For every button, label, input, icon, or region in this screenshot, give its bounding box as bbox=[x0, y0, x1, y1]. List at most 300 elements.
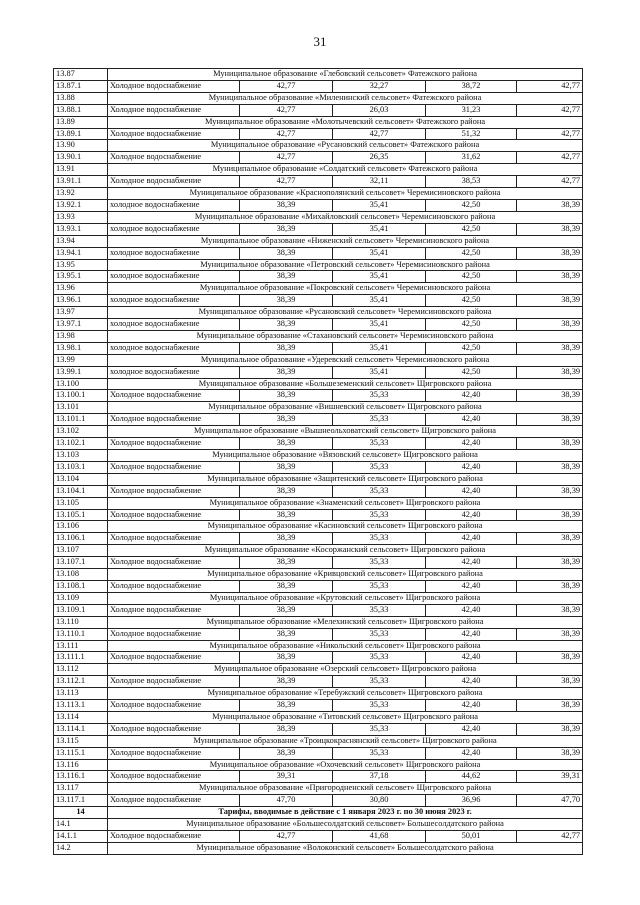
row-code: 13.90.1 bbox=[54, 152, 108, 164]
tariff-value-4: 47,70 bbox=[517, 795, 583, 807]
municipality-row bbox=[54, 211, 583, 223]
row-code: 13.91 bbox=[54, 164, 108, 176]
tariff-value-2: 35,41 bbox=[333, 223, 426, 235]
municipality-title: Муниципальное образование «Кривцовский сельсовет» Щигровского района bbox=[108, 569, 583, 581]
tariff-row bbox=[54, 831, 583, 843]
tariff-value-1: 39,31 bbox=[240, 771, 333, 783]
tariff-value-4: 38,39 bbox=[517, 199, 583, 211]
tariff-value-3: 42,40 bbox=[426, 390, 517, 402]
tariff-value-1: 38,39 bbox=[240, 223, 333, 235]
tariff-value-4: 38,39 bbox=[517, 438, 583, 450]
municipality-title: Муниципальное образование «Большеземенский сельсовет» Щигровского района bbox=[108, 378, 583, 390]
municipality-title: Муниципальное образование «Глебовский сельсовет» Фатежского района bbox=[108, 69, 583, 81]
tariff-value-4: 38,39 bbox=[517, 557, 583, 569]
tariff-value-4: 38,39 bbox=[517, 723, 583, 735]
tariff-value-4: 38,39 bbox=[517, 580, 583, 592]
municipality-title: Муниципальное образование «Титовский сельсовет» Щигровского района bbox=[108, 711, 583, 723]
row-code: 13.101.1 bbox=[54, 414, 108, 426]
tariff-value-4: 42,77 bbox=[517, 831, 583, 843]
municipality-row bbox=[54, 497, 583, 509]
tariff-value-4: 42,77 bbox=[517, 104, 583, 116]
tariff-value-3: 42,50 bbox=[426, 199, 517, 211]
tariff-value-1: 38,39 bbox=[240, 342, 333, 354]
tariff-value-3: 42,50 bbox=[426, 295, 517, 307]
row-code: 13.109 bbox=[54, 592, 108, 604]
row-code: 13.99.1 bbox=[54, 366, 108, 378]
tariff-value-2: 35,33 bbox=[333, 485, 426, 497]
tariff-value-2: 35,33 bbox=[333, 557, 426, 569]
tariff-value-4: 42,77 bbox=[517, 80, 583, 92]
tariff-row bbox=[54, 723, 583, 735]
row-code: 13.93 bbox=[54, 211, 108, 223]
tariff-value-4: 38,39 bbox=[517, 271, 583, 283]
municipality-title: Муниципальное образование «Волоконский сельсовет» Большесолдатского района bbox=[108, 842, 583, 854]
tariff-value-4: 38,39 bbox=[517, 319, 583, 331]
municipality-title: Муниципальное образование «Троицкокраснянский сельсовет» Щигровского района bbox=[108, 735, 583, 747]
row-code: 13.107.1 bbox=[54, 557, 108, 569]
service-name: Холодное водоснабжение bbox=[108, 723, 240, 735]
row-code: 13.104 bbox=[54, 473, 108, 485]
tariff-value-2: 26,35 bbox=[333, 152, 426, 164]
row-code: 13.103.1 bbox=[54, 461, 108, 473]
row-code: 13.87.1 bbox=[54, 80, 108, 92]
tariff-value-1: 38,39 bbox=[240, 509, 333, 521]
tariff-value-1: 38,39 bbox=[240, 580, 333, 592]
row-code: 13.99 bbox=[54, 354, 108, 366]
tariff-value-3: 42,50 bbox=[426, 366, 517, 378]
tariff-value-1: 42,77 bbox=[240, 104, 333, 116]
municipality-title: Муниципальное образование «Покровский сельсовет» Черемисиновского района bbox=[108, 283, 583, 295]
tariff-row bbox=[54, 390, 583, 402]
tariff-value-1: 38,39 bbox=[240, 271, 333, 283]
tariff-row bbox=[54, 509, 583, 521]
tariff-value-3: 31,23 bbox=[426, 104, 517, 116]
tariff-row bbox=[54, 104, 583, 116]
tariff-value-1: 38,39 bbox=[240, 652, 333, 664]
municipality-row bbox=[54, 116, 583, 128]
tariff-value-3: 42,40 bbox=[426, 509, 517, 521]
row-code: 13.107 bbox=[54, 545, 108, 557]
tariff-row bbox=[54, 295, 583, 307]
tariff-value-1: 38,39 bbox=[240, 295, 333, 307]
tariff-value-3: 42,40 bbox=[426, 580, 517, 592]
row-code: 13.109.1 bbox=[54, 604, 108, 616]
row-code: 13.94 bbox=[54, 235, 108, 247]
tariff-value-1: 42,77 bbox=[240, 80, 333, 92]
municipality-title: Муниципальное образование «Защитенский сельсовет» Щигровского района bbox=[108, 473, 583, 485]
tariff-value-4: 38,39 bbox=[517, 461, 583, 473]
row-code: 13.100 bbox=[54, 378, 108, 390]
row-code: 13.89.1 bbox=[54, 128, 108, 140]
row-code: 13.97 bbox=[54, 307, 108, 319]
tariff-value-4: 42,77 bbox=[517, 176, 583, 188]
row-code: 13.95 bbox=[54, 259, 108, 271]
page-number: 31 bbox=[313, 34, 327, 49]
tariff-value-4: 38,39 bbox=[517, 700, 583, 712]
tariff-row bbox=[54, 128, 583, 140]
tariff-value-3: 38,72 bbox=[426, 80, 517, 92]
tariff-value-4: 38,39 bbox=[517, 652, 583, 664]
municipality-row bbox=[54, 569, 583, 581]
row-code: 13.113 bbox=[54, 688, 108, 700]
tariff-value-4: 38,39 bbox=[517, 223, 583, 235]
tariff-row bbox=[54, 700, 583, 712]
municipality-title: Муниципальное образование «Пригородненский сельсовет» Щигровского района bbox=[108, 783, 583, 795]
tariff-value-3: 51,32 bbox=[426, 128, 517, 140]
row-code: 13.96 bbox=[54, 283, 108, 295]
tariff-value-3: 50,01 bbox=[426, 831, 517, 843]
service-name: холодное водоснабжение bbox=[108, 342, 240, 354]
service-name: Холодное водоснабжение bbox=[108, 604, 240, 616]
municipality-title: Муниципальное образование «Никольский сельсовет» Щигровского района bbox=[108, 640, 583, 652]
tariff-row bbox=[54, 485, 583, 497]
municipality-row bbox=[54, 616, 583, 628]
row-code: 13.92 bbox=[54, 188, 108, 200]
section-code: 14 bbox=[54, 807, 108, 819]
row-code: 13.116.1 bbox=[54, 771, 108, 783]
tariff-value-3: 42,40 bbox=[426, 652, 517, 664]
row-code: 13.110 bbox=[54, 616, 108, 628]
municipality-row bbox=[54, 735, 583, 747]
row-code: 13.95.1 bbox=[54, 271, 108, 283]
tariff-value-4: 38,39 bbox=[517, 628, 583, 640]
municipality-title: Муниципальное образование «Вишневский сельсовет» Щигровского района bbox=[108, 402, 583, 414]
tariff-value-3: 42,40 bbox=[426, 604, 517, 616]
tariff-value-3: 42,40 bbox=[426, 676, 517, 688]
tariff-value-1: 38,39 bbox=[240, 461, 333, 473]
tariff-value-2: 37,18 bbox=[333, 771, 426, 783]
service-name: холодное водоснабжение bbox=[108, 247, 240, 259]
municipality-title: Муниципальное образование «Вязовский сельсовет» Щигровского района bbox=[108, 450, 583, 462]
row-code: 14.2 bbox=[54, 842, 108, 854]
tariff-value-2: 35,41 bbox=[333, 247, 426, 259]
municipality-row bbox=[54, 354, 583, 366]
municipality-row bbox=[54, 92, 583, 104]
tariff-value-3: 42,50 bbox=[426, 271, 517, 283]
tariff-value-2: 35,33 bbox=[333, 652, 426, 664]
service-name: Холодное водоснабжение bbox=[108, 533, 240, 545]
municipality-title: Муниципальное образование «Русановский сельсовет» Черемисиновского района bbox=[108, 307, 583, 319]
tariff-value-2: 41,68 bbox=[333, 831, 426, 843]
tariff-value-4: 38,39 bbox=[517, 604, 583, 616]
row-code: 13.111 bbox=[54, 640, 108, 652]
tariff-value-4: 38,39 bbox=[517, 676, 583, 688]
tariff-value-2: 42,77 bbox=[333, 128, 426, 140]
tariff-value-2: 35,33 bbox=[333, 461, 426, 473]
tariff-value-3: 42,50 bbox=[426, 319, 517, 331]
tariff-value-1: 38,39 bbox=[240, 199, 333, 211]
tariff-row bbox=[54, 342, 583, 354]
municipality-row bbox=[54, 259, 583, 271]
municipality-title: Муниципальное образование «Косоржанский сельсовет» Щигровского района bbox=[108, 545, 583, 557]
tariff-row bbox=[54, 747, 583, 759]
tariff-row bbox=[54, 271, 583, 283]
tariff-row bbox=[54, 152, 583, 164]
municipality-row bbox=[54, 819, 583, 831]
tariff-row bbox=[54, 223, 583, 235]
tariff-value-3: 42,40 bbox=[426, 438, 517, 450]
row-code: 13.89 bbox=[54, 116, 108, 128]
row-code: 13.115.1 bbox=[54, 747, 108, 759]
tariff-value-1: 38,39 bbox=[240, 366, 333, 378]
row-code: 13.102 bbox=[54, 426, 108, 438]
service-name: Холодное водоснабжение bbox=[108, 676, 240, 688]
service-name: Холодное водоснабжение bbox=[108, 390, 240, 402]
tariff-value-2: 35,33 bbox=[333, 390, 426, 402]
row-code: 13.88 bbox=[54, 92, 108, 104]
municipality-row bbox=[54, 759, 583, 771]
tariff-value-3: 42,50 bbox=[426, 342, 517, 354]
tariff-value-1: 38,39 bbox=[240, 438, 333, 450]
row-code: 13.106 bbox=[54, 521, 108, 533]
service-name: холодное водоснабжение bbox=[108, 271, 240, 283]
municipality-title: Муниципальное образование «Русановский сельсовет» Фатежского района bbox=[108, 140, 583, 152]
row-code: 13.106.1 bbox=[54, 533, 108, 545]
tariff-value-4: 38,39 bbox=[517, 247, 583, 259]
municipality-title: Муниципальное образование «Охочевский сельсовет» Щигровского района bbox=[108, 759, 583, 771]
row-code: 13.114 bbox=[54, 711, 108, 723]
municipality-row bbox=[54, 711, 583, 723]
tariff-row bbox=[54, 176, 583, 188]
row-code: 13.94.1 bbox=[54, 247, 108, 259]
row-code: 13.90 bbox=[54, 140, 108, 152]
row-code: 13.97.1 bbox=[54, 319, 108, 331]
tariff-value-3: 42,40 bbox=[426, 485, 517, 497]
section-header-row bbox=[54, 807, 583, 819]
tariff-value-1: 47,70 bbox=[240, 795, 333, 807]
tariff-value-2: 35,33 bbox=[333, 723, 426, 735]
service-name: Холодное водоснабжение bbox=[108, 104, 240, 116]
tariff-row bbox=[54, 461, 583, 473]
municipality-row bbox=[54, 330, 583, 342]
municipality-row bbox=[54, 545, 583, 557]
tariff-value-2: 26,03 bbox=[333, 104, 426, 116]
tariff-value-2: 35,33 bbox=[333, 628, 426, 640]
tariff-value-4: 39,31 bbox=[517, 771, 583, 783]
row-code: 13.101 bbox=[54, 402, 108, 414]
tariff-value-2: 35,33 bbox=[333, 604, 426, 616]
tariff-value-3: 42,50 bbox=[426, 223, 517, 235]
tariff-value-2: 35,41 bbox=[333, 319, 426, 331]
tariff-value-4: 38,39 bbox=[517, 295, 583, 307]
tariff-value-1: 38,39 bbox=[240, 700, 333, 712]
municipality-row bbox=[54, 378, 583, 390]
municipality-row bbox=[54, 188, 583, 200]
tariff-row bbox=[54, 366, 583, 378]
service-name: Холодное водоснабжение bbox=[108, 747, 240, 759]
municipality-row bbox=[54, 426, 583, 438]
service-name: Холодное водоснабжение bbox=[108, 80, 240, 92]
municipality-title: Муниципальное образование «Стахановский сельсовет» Черемисиновского района bbox=[108, 330, 583, 342]
tariff-value-2: 35,33 bbox=[333, 580, 426, 592]
tariff-value-1: 38,39 bbox=[240, 390, 333, 402]
tariff-value-4: 38,39 bbox=[517, 414, 583, 426]
tariff-value-3: 42,40 bbox=[426, 747, 517, 759]
row-code: 13.91.1 bbox=[54, 176, 108, 188]
row-code: 13.117 bbox=[54, 783, 108, 795]
municipality-title: Муниципальное образование «Краснополянский сельсовет» Черемисиновского района bbox=[108, 188, 583, 200]
tariff-value-1: 42,77 bbox=[240, 831, 333, 843]
row-code: 13.112 bbox=[54, 664, 108, 676]
row-code: 13.112.1 bbox=[54, 676, 108, 688]
row-code: 13.110.1 bbox=[54, 628, 108, 640]
service-name: Холодное водоснабжение bbox=[108, 831, 240, 843]
row-code: 13.100.1 bbox=[54, 390, 108, 402]
service-name: Холодное водоснабжение bbox=[108, 771, 240, 783]
municipality-row bbox=[54, 69, 583, 81]
tariff-value-3: 36,96 bbox=[426, 795, 517, 807]
service-name: Холодное водоснабжение bbox=[108, 438, 240, 450]
row-code: 13.113.1 bbox=[54, 700, 108, 712]
municipality-row bbox=[54, 307, 583, 319]
row-code: 13.115 bbox=[54, 735, 108, 747]
tariff-value-3: 42,40 bbox=[426, 533, 517, 545]
tariff-row bbox=[54, 604, 583, 616]
municipality-row bbox=[54, 640, 583, 652]
service-name: холодное водоснабжение bbox=[108, 319, 240, 331]
tariff-row bbox=[54, 247, 583, 259]
tariff-value-3: 42,40 bbox=[426, 700, 517, 712]
tariff-value-2: 35,33 bbox=[333, 700, 426, 712]
municipality-row bbox=[54, 664, 583, 676]
tariff-value-4: 38,39 bbox=[517, 342, 583, 354]
tariff-value-1: 38,39 bbox=[240, 533, 333, 545]
tariff-value-3: 42,50 bbox=[426, 247, 517, 259]
tariff-value-2: 35,41 bbox=[333, 271, 426, 283]
municipality-row bbox=[54, 283, 583, 295]
row-code: 13.92.1 bbox=[54, 199, 108, 211]
tariff-value-3: 38,53 bbox=[426, 176, 517, 188]
tariff-row bbox=[54, 795, 583, 807]
tariff-value-4: 38,39 bbox=[517, 509, 583, 521]
service-name: Холодное водоснабжение bbox=[108, 557, 240, 569]
service-name: Холодное водоснабжение bbox=[108, 509, 240, 521]
row-code: 13.93.1 bbox=[54, 223, 108, 235]
tariff-value-2: 35,33 bbox=[333, 676, 426, 688]
tariff-value-4: 42,77 bbox=[517, 152, 583, 164]
municipality-row bbox=[54, 402, 583, 414]
tariff-value-1: 38,39 bbox=[240, 319, 333, 331]
tariff-value-4: 38,39 bbox=[517, 390, 583, 402]
service-name: Холодное водоснабжение bbox=[108, 580, 240, 592]
tariff-value-1: 38,39 bbox=[240, 414, 333, 426]
tariff-value-1: 38,39 bbox=[240, 604, 333, 616]
row-code: 13.103 bbox=[54, 450, 108, 462]
tariff-value-2: 32,27 bbox=[333, 80, 426, 92]
tariff-value-2: 35,41 bbox=[333, 342, 426, 354]
service-name: холодное водоснабжение bbox=[108, 295, 240, 307]
tariff-value-2: 32,11 bbox=[333, 176, 426, 188]
row-code: 14.1 bbox=[54, 819, 108, 831]
tariff-value-3: 42,40 bbox=[426, 414, 517, 426]
municipality-row bbox=[54, 592, 583, 604]
municipality-title: Муниципальное образование «Петровский сельсовет» Черемисиновского района bbox=[108, 259, 583, 271]
municipality-title: Муниципальное образование «Мелехинский сельсовет» Щигровского района bbox=[108, 616, 583, 628]
tariff-value-4: 38,39 bbox=[517, 366, 583, 378]
municipality-row bbox=[54, 450, 583, 462]
tariff-row bbox=[54, 199, 583, 211]
tariff-row bbox=[54, 414, 583, 426]
tariff-value-2: 35,33 bbox=[333, 533, 426, 545]
row-code: 13.116 bbox=[54, 759, 108, 771]
tariff-row bbox=[54, 80, 583, 92]
tariff-value-1: 42,77 bbox=[240, 128, 333, 140]
tariff-value-1: 38,39 bbox=[240, 747, 333, 759]
tariff-table-body bbox=[54, 69, 583, 855]
municipality-title: Муниципальное образование «Миленинский сельсовет» Фатежского района bbox=[108, 92, 583, 104]
tariff-value-2: 30,80 bbox=[333, 795, 426, 807]
service-name: холодное водоснабжение bbox=[108, 199, 240, 211]
municipality-title: Муниципальное образование «Теребужский сельсовет» Щигровского района bbox=[108, 688, 583, 700]
service-name: Холодное водоснабжение bbox=[108, 700, 240, 712]
row-code: 13.98 bbox=[54, 330, 108, 342]
tariff-value-4: 42,77 bbox=[517, 128, 583, 140]
municipality-row bbox=[54, 842, 583, 854]
tariff-row bbox=[54, 652, 583, 664]
tariff-value-3: 42,40 bbox=[426, 557, 517, 569]
municipality-row bbox=[54, 521, 583, 533]
tariff-row bbox=[54, 319, 583, 331]
row-code: 13.105 bbox=[54, 497, 108, 509]
section-title: Тарифы, вводимые в действие с 1 января 2023 г. по 30 июня 2023 г. bbox=[108, 807, 583, 819]
service-name: холодное водоснабжение bbox=[108, 366, 240, 378]
municipality-title: Муниципальное образование «Знаменский сельсовет» Щигровского района bbox=[108, 497, 583, 509]
service-name: Холодное водоснабжение bbox=[108, 628, 240, 640]
service-name: Холодное водоснабжение bbox=[108, 795, 240, 807]
service-name: Холодное водоснабжение bbox=[108, 128, 240, 140]
service-name: Холодное водоснабжение bbox=[108, 176, 240, 188]
row-code: 14.1.1 bbox=[54, 831, 108, 843]
row-code: 13.104.1 bbox=[54, 485, 108, 497]
row-code: 13.117.1 bbox=[54, 795, 108, 807]
row-code: 13.111.1 bbox=[54, 652, 108, 664]
tariff-value-2: 35,33 bbox=[333, 414, 426, 426]
tariff-value-1: 38,39 bbox=[240, 723, 333, 735]
tariff-row bbox=[54, 533, 583, 545]
service-name: Холодное водоснабжение bbox=[108, 414, 240, 426]
municipality-title: Муниципальное образование «Вышнеольховатский сельсовет» Щигровского района bbox=[108, 426, 583, 438]
tariff-value-4: 38,39 bbox=[517, 533, 583, 545]
tariff-value-3: 42,40 bbox=[426, 628, 517, 640]
tariff-value-1: 42,77 bbox=[240, 176, 333, 188]
municipality-title: Муниципальное образование «Озерский сельсовет» Щигровского района bbox=[108, 664, 583, 676]
service-name: Холодное водоснабжение bbox=[108, 485, 240, 497]
tariff-row bbox=[54, 628, 583, 640]
tariff-row bbox=[54, 676, 583, 688]
tariff-value-2: 35,41 bbox=[333, 199, 426, 211]
tariff-value-3: 44,62 bbox=[426, 771, 517, 783]
tariff-value-4: 38,39 bbox=[517, 747, 583, 759]
tariff-value-1: 38,39 bbox=[240, 557, 333, 569]
municipality-row bbox=[54, 140, 583, 152]
municipality-row bbox=[54, 473, 583, 485]
municipality-title: Муниципальное образование «Большесолдатский сельсовет» Большесолдатского района bbox=[108, 819, 583, 831]
municipality-title: Муниципальное образование «Михайловский сельсовет» Черемисиновского района bbox=[108, 211, 583, 223]
tariff-value-3: 42,40 bbox=[426, 461, 517, 473]
tariff-value-1: 38,39 bbox=[240, 247, 333, 259]
tariff-value-3: 31,62 bbox=[426, 152, 517, 164]
tariff-value-1: 38,39 bbox=[240, 628, 333, 640]
row-code: 13.108.1 bbox=[54, 580, 108, 592]
service-name: Холодное водоснабжение bbox=[108, 461, 240, 473]
service-name: холодное водоснабжение bbox=[108, 223, 240, 235]
tariff-value-4: 38,39 bbox=[517, 485, 583, 497]
row-code: 13.98.1 bbox=[54, 342, 108, 354]
tariff-value-2: 35,41 bbox=[333, 366, 426, 378]
service-name: Холодное водоснабжение bbox=[108, 652, 240, 664]
tariff-value-2: 35,33 bbox=[333, 509, 426, 521]
tariff-value-2: 35,33 bbox=[333, 747, 426, 759]
